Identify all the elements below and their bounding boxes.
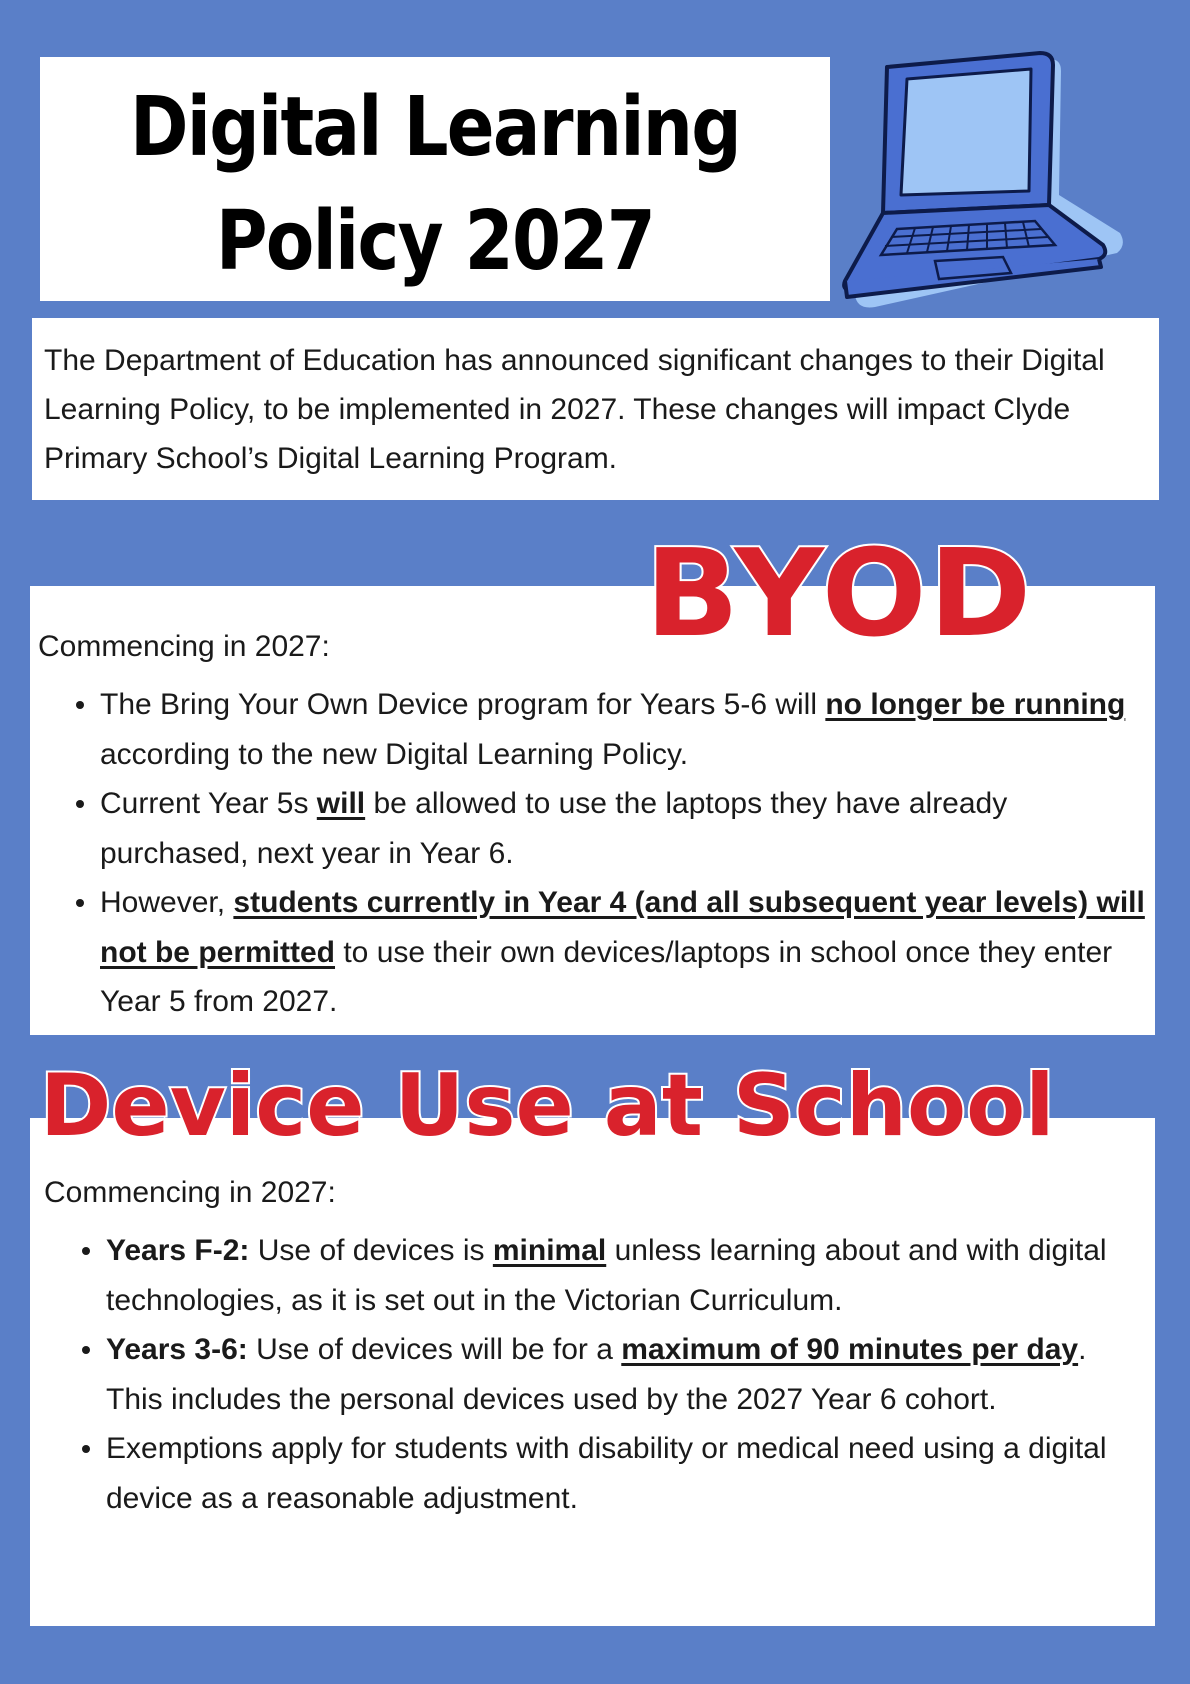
label: Years 3-6: <box>106 1333 248 1366</box>
device-item <box>78 1424 1148 1523</box>
device-lead: Commencing in 2027: <box>44 1176 336 1209</box>
byod-list <box>72 680 1152 1027</box>
byod-item <box>72 878 1152 1027</box>
text: The Bring Your Own Device program for Years 5-6 will <box>100 688 826 721</box>
text: . This includes the personal devices used by the 2027 Year 6 cohort. <box>106 1333 1087 1416</box>
text: Exemptions apply for students with disability or medical need using a digital device as a reasonable adjustment. <box>106 1432 1107 1515</box>
title-box <box>40 57 830 301</box>
intro-box <box>32 318 1159 500</box>
text: unless learning about and with digital technologies, as it is set out in the Victorian Curriculum. <box>106 1234 1107 1317</box>
intro-paragraph: The Department of Education has announced significant changes to their Digital Learning Policy, to be implemented in 2027. These changes will impact Clyde Primary School’s Digital Learning Program. <box>44 344 1105 475</box>
emphasis: minimal <box>492 1234 607 1267</box>
emphasis: maximum of 90 minutes per day <box>621 1333 1079 1366</box>
text: Use of devices is <box>249 1234 493 1267</box>
device-item <box>78 1226 1148 1325</box>
text: Current Year 5s <box>100 787 317 820</box>
device-use-section <box>30 1118 1155 1626</box>
laptop-icon <box>835 45 1135 315</box>
text: according to the new Digital Learning Policy. <box>100 737 689 771</box>
title-line-2: Policy 2027 <box>215 194 655 289</box>
emphasis: will <box>316 787 366 820</box>
device-use-heading: Device Use at School <box>40 1056 1055 1156</box>
label: Years F-2: <box>106 1234 250 1267</box>
title-line-1: Digital Learning <box>129 80 741 175</box>
text: Use of devices will be for a <box>247 1333 622 1366</box>
text: to use their own devices/laptops in school once they enter Year 5 from 2027. <box>100 935 1113 1018</box>
page-title <box>95 71 774 299</box>
emphasis: students currently in Year 4 (and all subsequent year levels) will not be permitted <box>100 886 1145 969</box>
byod-lead: Commencing in 2027: <box>38 630 330 663</box>
emphasis: no longer be running <box>825 688 1126 721</box>
byod-item <box>72 680 1152 779</box>
byod-item <box>72 779 1152 878</box>
text: be allowed to use the laptops they have already purchased, next year in Year 6. <box>100 787 1008 870</box>
device-item <box>78 1325 1148 1424</box>
byod-heading: BYOD <box>645 525 1034 664</box>
text: However, <box>100 886 234 919</box>
device-list <box>78 1226 1148 1523</box>
